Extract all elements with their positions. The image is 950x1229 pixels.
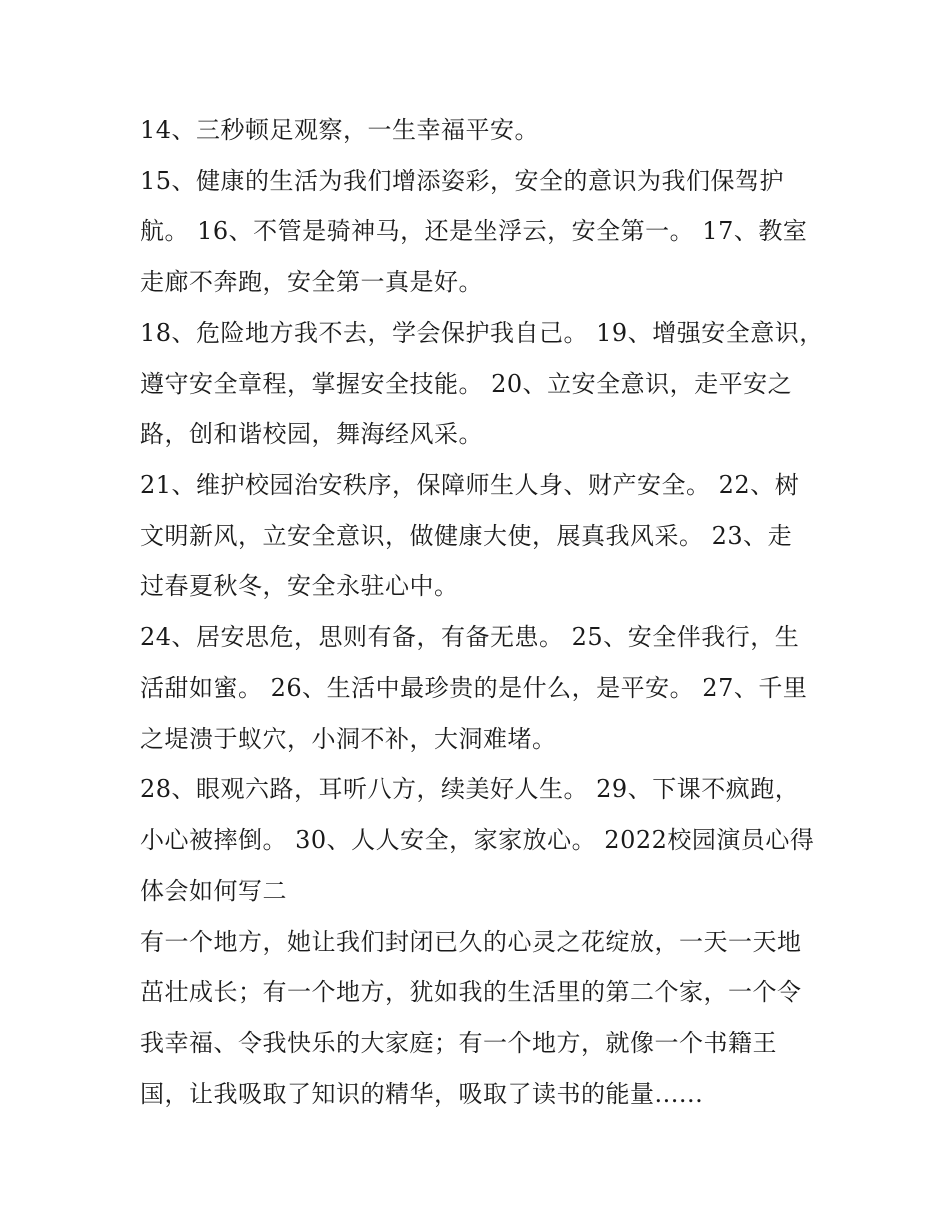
text-line: 之堤溃于蚁穴，小洞不补，大洞难堵。: [140, 725, 557, 753]
text-line: 路，创和谐校园，舞海经风采。: [140, 420, 483, 448]
text-line: 21、维护校园治安秩序，保障师生人身、财产安全。 22、树: [140, 471, 800, 499]
text-line: 15、健康的生活为我们增添姿彩，安全的意识为我们保驾护: [140, 167, 785, 195]
text-line: 活甜如蜜。 26、生活中最珍贵的是什么，是平安。 27、千里: [140, 674, 808, 702]
text-line: 遵守安全章程，掌握安全技能。 20、立安全意识，走平安之: [140, 370, 793, 398]
text-line: 28、眼观六路，耳听八方，续美好人生。 29、下课不疯跑，: [140, 775, 800, 803]
text-line: 18、危险地方我不去，学会保护我自己。 19、增强安全意识，: [140, 319, 824, 347]
text-line: 体会如何写二: [140, 877, 287, 905]
text-line: 文明新风，立安全意识，做健康大使，展真我风采。 23、走: [140, 522, 793, 550]
text-line: 航。 16、不管是骑神马，还是坐浮云，安全第一。 17、教室: [140, 217, 808, 245]
text-line: 小心被摔倒。 30、人人安全，家家放心。 2022校园演员心得: [140, 826, 815, 854]
text-line: 国，让我吸取了知识的精华，吸取了读书的能量......: [140, 1080, 704, 1108]
text-line: 茁壮成长；有一个地方，犹如我的生活里的第二个家，一个令: [140, 978, 802, 1006]
text-line: 走廊不奔跑，安全第一真是好。: [140, 268, 483, 296]
text-line: 14、三秒顿足观察，一生幸福平安。: [140, 116, 540, 144]
text-line: 24、居安思危，思则有备，有备无患。 25、安全伴我行，生: [140, 623, 800, 651]
text-line: 过春夏秋冬，安全永驻心中。: [140, 572, 459, 600]
text-line: 我幸福、令我快乐的大家庭；有一个地方，就像一个书籍王: [140, 1029, 777, 1057]
text-line: 有一个地方，她让我们封闭已久的心灵之花绽放，一天一天地: [140, 928, 802, 956]
